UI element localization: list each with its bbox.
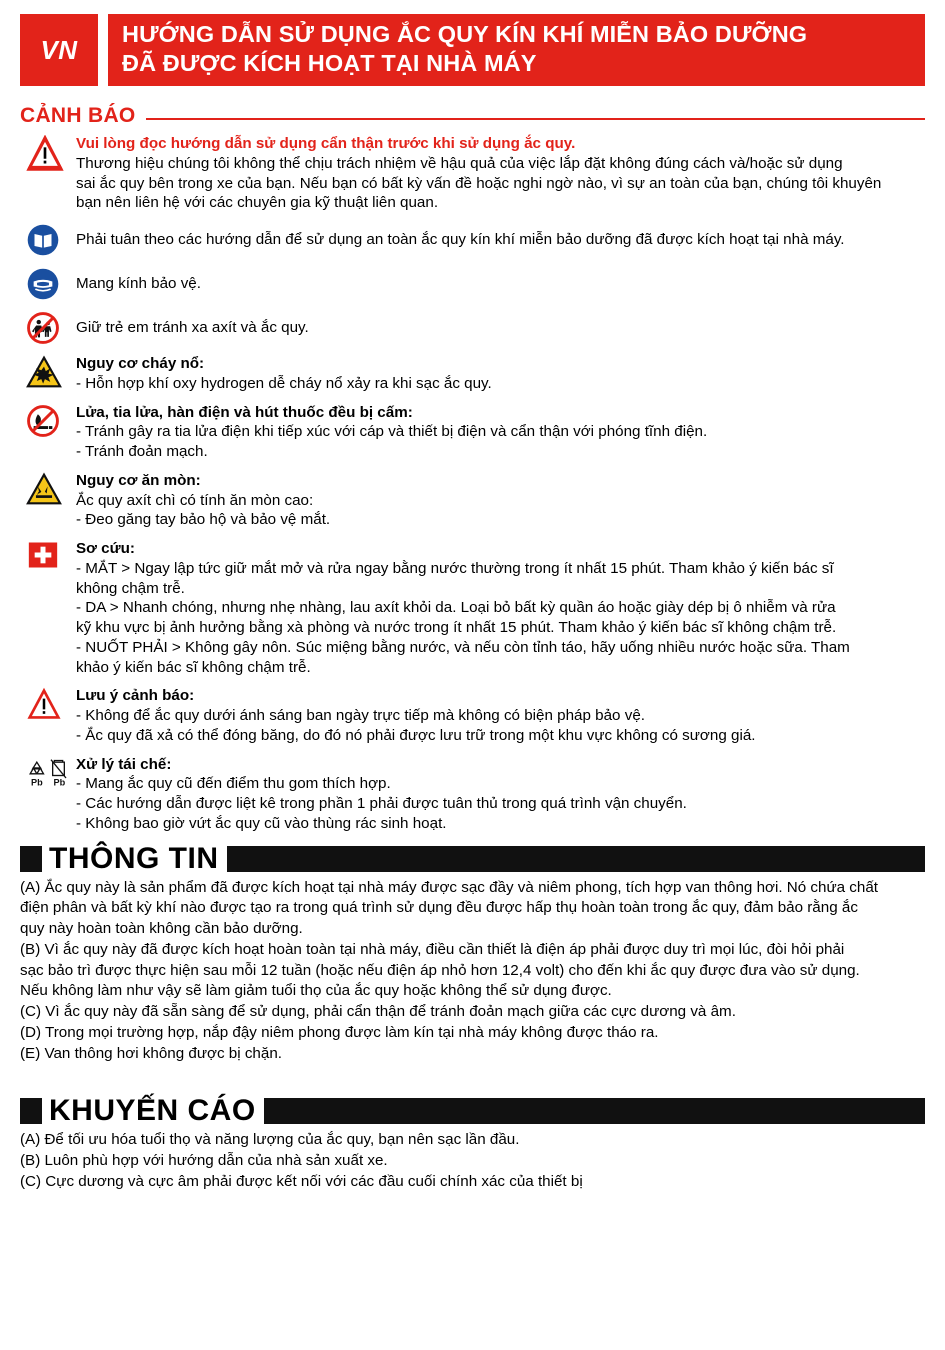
warning-item-line: Ắc quy axít chì có tính ăn mòn cao: [76, 491, 314, 509]
first-aid-icon [20, 539, 76, 570]
info-line: (C) Vì ắc quy này đã sẵn sàng để sử dụng, phải cẩn thận để tránh đoản mạch giữa các cực dương và âm. [20, 1003, 736, 1020]
warning-heading [20, 104, 925, 128]
warning-item-line: Thương hiệu chúng tôi không thể chịu trách nhiệm về hậu quả của việc lắp đặt không đúng cách và/hoặc sử dụng [76, 154, 843, 172]
recommendation-line: (A) Để tối ưu hóa tuổi thọ và năng lượng của ắc quy, bạn nên sạc lần đầu. [20, 1131, 520, 1149]
section-marker [20, 846, 42, 872]
recommendation-section-header [20, 1096, 925, 1126]
info-line: sạc bảo trì được thực hiện sau mỗi 12 tuần (hoặc nếu điện áp nhỏ hơn 12,4 volt) cho đến khi ắc quy được đưa vào sử dụng. [20, 961, 860, 979]
recommendation-section-title: KHUYẾN CÁO [49, 1094, 256, 1128]
warning-item [20, 471, 925, 530]
warning-item [20, 403, 925, 462]
warning-item-line: - Các hướng dẫn được liệt kê trong phần 1 phải được tuân thủ trong quá trình vận chuyển. [76, 795, 687, 812]
warning-item-line: - DA > Nhanh chóng, nhưng nhẹ nhàng, lau axít khỏi da. Loại bỏ bất kỳ quần áo hoặc giày dép bị ô nhiễm và rửa [76, 599, 836, 617]
recycle-lead-icon [20, 755, 76, 790]
document-header [20, 14, 925, 86]
recommendation-line: (B) Luôn phù hợp với hướng dẫn của nhà sản xuất xe. [20, 1152, 388, 1169]
recommendation-line: (C) Cực dương và cực âm phải được kết nối với các đầu cuối chính xác của thiết bị [20, 1172, 583, 1190]
warning-item-text [76, 274, 925, 294]
warning-item [20, 266, 925, 301]
no-fire-no-smoking-icon [20, 403, 76, 438]
language-badge: VN [20, 14, 98, 86]
warning-item-line: - Đeo găng tay bảo hộ và bảo vệ mắt. [76, 511, 331, 529]
explosion-hazard-icon [20, 354, 76, 389]
warning-item-line: - Tránh gây ra tia lửa điện khi tiếp xúc với cáp và thiết bị điện và cẩn thận với phóng tĩnh điện. [76, 423, 708, 441]
warning-item [20, 134, 925, 213]
warning-item-line: - Không bao giờ vứt ắc quy cũ vào thùng rác sinh hoạt. [76, 814, 447, 832]
safety-goggles-icon [20, 266, 76, 301]
section-bar-fill [264, 1098, 925, 1124]
section-bar-fill [227, 846, 926, 872]
warning-item-line: Phải tuân theo các hướng dẫn để sử dụng an toàn ắc quy kín khí miễn bảo dưỡng đã được kích hoạt tại nhà máy. [76, 230, 845, 248]
warning-item-title: Xử lý tái chế: [76, 755, 172, 773]
warning-item-text [76, 471, 925, 530]
warning-heading-rule [146, 118, 925, 120]
info-section-body [20, 878, 925, 1064]
section-marker [20, 1098, 42, 1124]
warning-item-text [76, 318, 925, 338]
warning-item-line: - Không để ắc quy dưới ánh sáng ban ngày trực tiếp mà không có biện pháp bảo vệ. [76, 707, 645, 724]
section-spacer [20, 1064, 925, 1086]
warning-item-text [76, 755, 925, 834]
warning-item-title: Lưu ý cảnh báo: [76, 687, 195, 705]
warning-item-line: - Mang ắc quy cũ đến điểm thu gom thích hợp. [76, 775, 391, 793]
warning-item-text [76, 403, 925, 462]
warning-item-line: sai ắc quy bên trong xe của bạn. Nếu bạn có bất kỳ vấn đề hoặc nghi ngờ nào, vì sự an toàn của bạn, chúng tôi khuyên [76, 174, 882, 192]
warning-item-line: - Hỗn hợp khí oxy hydrogen dễ cháy nổ xảy ra khi sạc ắc quy. [76, 374, 492, 392]
read-manual-icon [20, 222, 76, 257]
info-section-title: THÔNG TIN [49, 841, 219, 875]
warning-item-text [76, 354, 925, 394]
warning-item-text [76, 539, 925, 677]
warning-item-line: khảo ý kiến bác sĩ không chậm trễ. [76, 658, 311, 676]
info-line: quy này hoàn toàn không cần bảo dưỡng. [20, 920, 303, 937]
warning-item-line: - Tránh đoản mạch. [76, 443, 208, 460]
header-divider-gap [98, 14, 108, 86]
warning-item-line: Giữ trẻ em tránh xa axít và ắc quy. [76, 318, 309, 336]
info-line: Nếu không làm như vậy sẽ làm giảm tuổi thọ của ắc quy hoặc không thể sử dụng được. [20, 982, 612, 1000]
svg-text:Pb: Pb [31, 777, 43, 787]
warning-item-line: kỹ khu vực bị ảnh hưởng bằng xà phòng và nước trong ít nhất 15 phút. Tham khảo ý kiến bác sĩ không chậm trễ. [76, 619, 837, 636]
warning-item-line: - Ắc quy đã xả có thể đóng băng, do đó nó phải được lưu trữ trong một khu vực không có sương giá. [76, 726, 756, 744]
corrosive-hazard-icon [20, 471, 76, 506]
warning-item [20, 354, 925, 394]
header-title-line-1: HƯỚNG DẪN SỬ DỤNG ẮC QUY KÍN KHÍ MIỄN BẢO DƯỠNG [122, 21, 808, 48]
warning-item-title: Lửa, tia lửa, hàn điện và hút thuốc đều bị cấm: [76, 403, 413, 421]
info-line: (E) Van thông hơi không được bị chặn. [20, 1044, 282, 1062]
warning-item [20, 222, 925, 257]
info-line: (A) Ắc quy này là sản phẩm đã được kích hoạt tại nhà máy được sạc đầy và niêm phong, tích hợp van thông hơi. Nó chứa chất [20, 878, 879, 896]
info-section-header [20, 841, 925, 875]
warning-item-line: - MẮT > Ngay lập tức giữ mắt mở và rửa ngay bằng nước thường trong ít nhất 15 phút. Tham khảo ý kiến bác sĩ [76, 559, 834, 577]
warning-item [20, 539, 925, 677]
exclamation-hazard-icon [20, 134, 76, 173]
header-title-block [108, 14, 925, 86]
warning-item [20, 755, 925, 834]
warning-item-line: - NUỐT PHẢI > Không gây nôn. Súc miệng bằng nước, và nếu còn tỉnh táo, hãy uống nhiều nước hoặc sữa. Tham [76, 638, 850, 656]
warning-item-line: không chậm trễ. [76, 579, 185, 597]
warning-item-title: Sơ cứu: [76, 540, 135, 557]
warning-item-text [76, 686, 925, 745]
info-line: điện phân và bất kỳ khí nào được tạo ra trong quá trình sử dụng đều được hấp thụ hoàn toàn trong ắc quy, đảm bảo rằng ắc [20, 899, 858, 917]
warning-item [20, 686, 925, 745]
warning-item-line: bạn nên liên hệ với các chuyên gia kỹ thuật liên quan. [76, 194, 439, 212]
warning-item-title: Nguy cơ cháy nổ: [76, 355, 205, 372]
warning-item [20, 310, 925, 345]
keep-children-away-icon [20, 310, 76, 345]
warning-items [20, 134, 925, 834]
header-title-line-2: ĐÃ ĐƯỢC KÍCH HOẠT TẠI NHÀ MÁY [122, 50, 537, 76]
recommendation-section-body [20, 1130, 925, 1191]
warning-item-title: Nguy cơ ăn mòn: [76, 471, 201, 489]
warning-item-text [76, 134, 925, 213]
warning-heading-label: CẢNH BÁO [20, 104, 136, 127]
svg-text:Pb: Pb [53, 777, 66, 787]
warning-item-line: Mang kính bảo vệ. [76, 274, 201, 292]
info-line: (B) Vì ắc quy này đã được kích hoạt hoàn toàn tại nhà máy, điều cần thiết là điện áp phải được duy trì mọi lúc, đòi hỏi phải [20, 940, 845, 958]
warning-item-text [76, 230, 925, 250]
info-line: (D) Trong mọi trường hợp, nắp đậy niêm phong được làm kín tại nhà máy không được tháo ra. [20, 1023, 659, 1041]
exclamation-hazard-icon [20, 686, 76, 721]
warning-item-title: Vui lòng đọc hướng dẫn sử dụng cẩn thận trước khi sử dụng ắc quy. [76, 135, 576, 152]
